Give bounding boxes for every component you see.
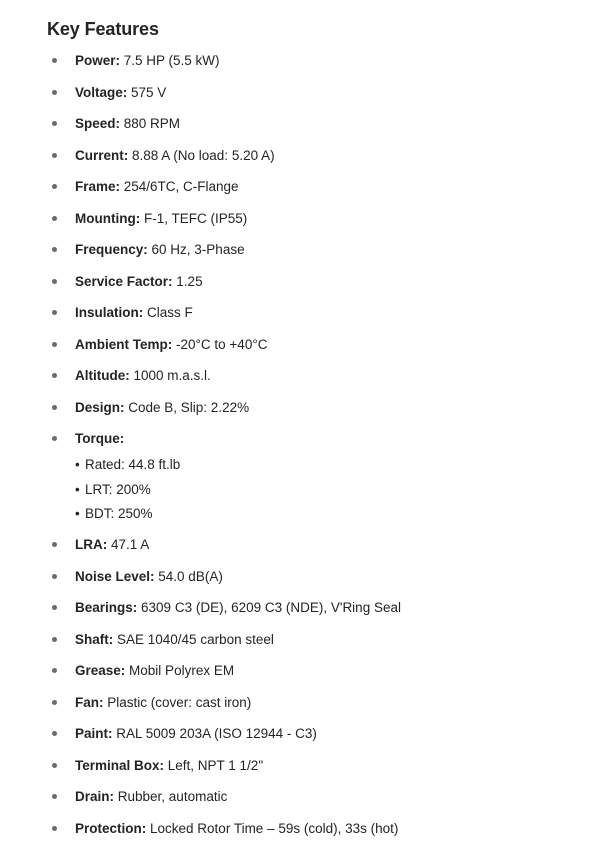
feature-value: 880 RPM bbox=[120, 116, 181, 131]
bullet-icon bbox=[52, 574, 57, 579]
sub-list-item bbox=[75, 502, 603, 527]
bullet-icon bbox=[52, 153, 57, 158]
bullet-icon bbox=[52, 436, 57, 441]
bullet-icon bbox=[52, 58, 57, 63]
feature-label: Terminal Box: bbox=[75, 757, 165, 773]
bullet-icon bbox=[52, 637, 57, 642]
bullet-icon bbox=[52, 794, 57, 799]
feature-item bbox=[0, 206, 603, 238]
feature-item bbox=[0, 532, 603, 564]
feature-item bbox=[0, 332, 603, 364]
feature-value: 1.25 bbox=[172, 273, 203, 289]
feature-label: Design: bbox=[75, 399, 125, 415]
bullet-icon bbox=[52, 310, 57, 315]
sub-list-item bbox=[75, 478, 603, 503]
feature-label: Speed: bbox=[75, 116, 121, 131]
feature-value: Plastic (cover: cast iron) bbox=[103, 694, 252, 710]
feature-label: Current: bbox=[75, 147, 129, 163]
bullet-icon bbox=[52, 700, 57, 705]
sub-item-text: BDT: 250% bbox=[85, 506, 153, 521]
feature-value: SAE 1040/45 carbon steel bbox=[113, 631, 274, 647]
sub-list-item bbox=[75, 453, 603, 478]
feature-label: Frame: bbox=[75, 179, 121, 194]
feature-item bbox=[0, 816, 603, 848]
bullet-icon bbox=[52, 668, 57, 673]
feature-item bbox=[0, 690, 603, 722]
feature-label: Power: bbox=[75, 53, 121, 68]
feature-label: Fan: bbox=[75, 694, 104, 710]
bullet-icon bbox=[52, 826, 57, 831]
feature-label: Voltage: bbox=[75, 84, 128, 100]
feature-label: Grease: bbox=[75, 663, 126, 678]
feature-item bbox=[0, 300, 603, 332]
bullet-icon bbox=[52, 342, 57, 347]
bullet-icon bbox=[52, 405, 57, 410]
feature-value: Left, NPT 1 1/2" bbox=[164, 757, 264, 773]
feature-label: Protection: bbox=[75, 820, 147, 836]
bullet-icon bbox=[52, 121, 57, 126]
feature-item bbox=[0, 269, 603, 301]
bullet-icon bbox=[52, 763, 57, 768]
bullet-icon bbox=[52, 184, 57, 189]
feature-value: Locked Rotor Time – 59s (cold), 33s (hot) bbox=[146, 820, 399, 836]
feature-value: 47.1 A bbox=[107, 537, 150, 552]
feature-label: Bearings: bbox=[75, 600, 138, 615]
feature-value: 575 V bbox=[127, 84, 167, 100]
feature-item bbox=[0, 784, 603, 816]
feature-value: RAL 5009 203A (ISO 12944 - C3) bbox=[112, 726, 317, 741]
feature-item bbox=[0, 426, 603, 532]
sub-item-text: Rated: 44.8 ft.lb bbox=[85, 457, 181, 472]
feature-value: F-1, TEFC (IP55) bbox=[140, 210, 248, 226]
feature-label: Torque: bbox=[75, 431, 125, 446]
section-title: Key Features bbox=[47, 19, 159, 39]
feature-item bbox=[0, 721, 603, 753]
bullet-icon bbox=[52, 247, 57, 252]
feature-list bbox=[0, 48, 603, 847]
feature-label: Altitude: bbox=[75, 368, 130, 383]
feature-item bbox=[0, 143, 603, 175]
feature-item bbox=[0, 363, 603, 395]
feature-item bbox=[0, 111, 603, 143]
feature-item bbox=[0, 658, 603, 690]
feature-item bbox=[0, 174, 603, 206]
feature-item bbox=[0, 753, 603, 785]
bullet-icon bbox=[52, 605, 57, 610]
sub-item-text: LRT: 200% bbox=[85, 481, 151, 497]
feature-label: Shaft: bbox=[75, 631, 114, 647]
feature-item bbox=[0, 627, 603, 659]
sub-bullet-icon: • bbox=[75, 457, 80, 472]
feature-label: Service Factor: bbox=[75, 273, 173, 289]
feature-value: Class F bbox=[143, 305, 193, 320]
feature-item bbox=[0, 48, 603, 80]
feature-value: 6309 C3 (DE), 6209 C3 (NDE), V'Ring Seal bbox=[137, 600, 401, 615]
feature-value: Code B, Slip: 2.22% bbox=[124, 399, 250, 415]
sub-bullet-icon: • bbox=[75, 481, 80, 497]
feature-label: Ambient Temp: bbox=[75, 336, 173, 352]
feature-label: LRA: bbox=[75, 537, 108, 552]
feature-item bbox=[0, 237, 603, 269]
feature-value: 1000 m.a.s.l. bbox=[129, 368, 211, 383]
feature-label: Noise Level: bbox=[75, 568, 155, 584]
feature-label: Frequency: bbox=[75, 242, 148, 257]
feature-value: -20°C to +40°C bbox=[172, 336, 268, 352]
bullet-icon bbox=[52, 542, 57, 547]
feature-value: Mobil Polyrex EM bbox=[125, 663, 235, 678]
bullet-icon bbox=[52, 216, 57, 221]
feature-value: 7.5 HP (5.5 kW) bbox=[120, 53, 220, 68]
feature-label: Mounting: bbox=[75, 210, 141, 226]
feature-value: 254/6TC, C-Flange bbox=[120, 179, 239, 194]
feature-label: Paint: bbox=[75, 726, 113, 741]
feature-label: Insulation: bbox=[75, 305, 144, 320]
bullet-icon bbox=[52, 279, 57, 284]
feature-item bbox=[0, 564, 603, 596]
sub-bullet-icon: • bbox=[75, 506, 80, 521]
bullet-icon bbox=[52, 731, 57, 736]
feature-value: 8.88 A (No load: 5.20 A) bbox=[128, 147, 275, 163]
bullet-icon bbox=[52, 373, 57, 378]
torque-sublist bbox=[75, 453, 603, 527]
feature-item bbox=[0, 595, 603, 627]
feature-item bbox=[0, 395, 603, 427]
bullet-icon bbox=[52, 90, 57, 95]
feature-value: 54.0 dB(A) bbox=[154, 568, 223, 584]
feature-item bbox=[0, 80, 603, 112]
feature-label: Drain: bbox=[75, 789, 115, 804]
feature-value: Rubber, automatic bbox=[114, 789, 228, 804]
feature-value: 60 Hz, 3-Phase bbox=[147, 242, 245, 257]
